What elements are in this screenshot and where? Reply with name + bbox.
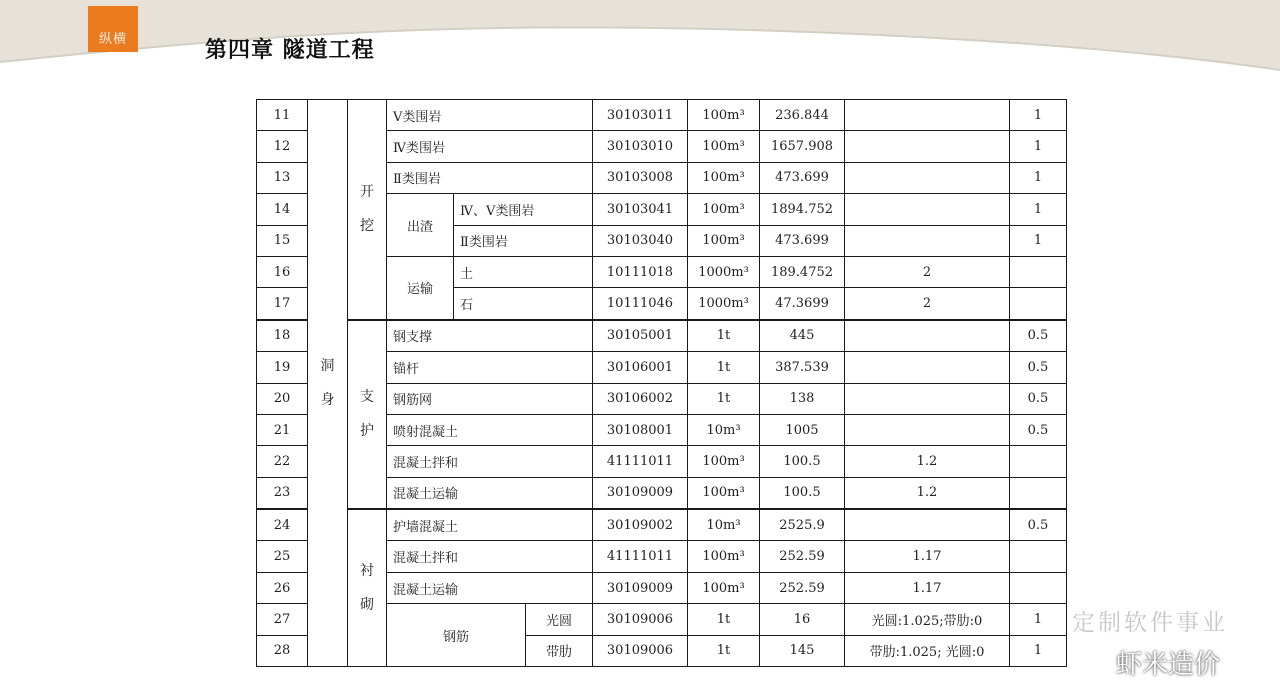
- unit-cell: 100m³: [688, 477, 760, 509]
- row-number-cell: 15: [257, 225, 308, 256]
- wechat-icon: [1082, 651, 1110, 675]
- factor-cell: 2: [845, 288, 1010, 320]
- factor-cell: [845, 131, 1010, 162]
- coefficient-cell: 1: [1010, 225, 1067, 256]
- coefficient-cell: 0.5: [1010, 320, 1067, 352]
- row-number-cell: 23: [257, 477, 308, 509]
- item-cell: 混凝土运输: [387, 477, 593, 509]
- factor-cell: [845, 225, 1010, 256]
- item-cell: 带肋: [526, 635, 593, 666]
- sub-excavation-cell: [348, 100, 387, 320]
- unit-cell: 100m³: [688, 541, 760, 572]
- coefficient-cell: 1: [1010, 100, 1067, 131]
- item-cell: 土: [454, 256, 593, 287]
- watermark-brand: [1082, 644, 1220, 681]
- coefficient-cell: 0.5: [1010, 352, 1067, 383]
- code-cell: 30103010: [593, 131, 688, 162]
- row-number-cell: 21: [257, 414, 308, 445]
- sub-lining-cell-text: 衬 砌: [360, 563, 374, 614]
- code-cell: 30103008: [593, 162, 688, 193]
- factor-cell: 2: [845, 256, 1010, 287]
- row-number-cell: 18: [257, 320, 308, 352]
- code-cell: 30106001: [593, 352, 688, 383]
- mid-rebar-cell: 钢筋: [387, 604, 526, 667]
- quantity-cell: 445: [760, 320, 845, 352]
- factor-cell: [845, 509, 1010, 541]
- quantity-cell: 145: [760, 635, 845, 666]
- quantity-cell: 138: [760, 383, 845, 414]
- quantity-cell: 473.699: [760, 162, 845, 193]
- unit-cell: 1000m³: [688, 288, 760, 320]
- code-cell: 30106002: [593, 383, 688, 414]
- code-cell: 41111011: [593, 541, 688, 572]
- unit-cell: 1t: [688, 635, 760, 666]
- watermark-text: 定制软件事业: [1072, 610, 1228, 636]
- item-cell: 光圆: [526, 604, 593, 635]
- coefficient-cell: [1010, 477, 1067, 509]
- unit-cell: 100m³: [688, 225, 760, 256]
- code-cell: 30103011: [593, 100, 688, 131]
- code-cell: 30108001: [593, 414, 688, 445]
- coefficient-cell: [1010, 288, 1067, 320]
- quantity-cell: 252.59: [760, 572, 845, 603]
- watermark-brand-name: 虾米造价: [1116, 650, 1221, 680]
- unit-cell: 100m³: [688, 162, 760, 193]
- item-cell: 锚杆: [387, 352, 593, 383]
- quantity-cell: 100.5: [760, 477, 845, 509]
- factor-cell: [845, 414, 1010, 445]
- table-row: [257, 320, 1067, 352]
- unit-cell: 10m³: [688, 414, 760, 445]
- row-number-cell: 13: [257, 162, 308, 193]
- code-cell: 10111046: [593, 288, 688, 320]
- row-number-cell: 20: [257, 383, 308, 414]
- row-number-cell: 12: [257, 131, 308, 162]
- unit-cell: 1000m³: [688, 256, 760, 287]
- coefficient-cell: 1: [1010, 604, 1067, 635]
- coefficient-cell: 0.5: [1010, 383, 1067, 414]
- factor-cell: 1.2: [845, 446, 1010, 477]
- group-main-cell-text: 洞 身: [320, 358, 335, 409]
- unit-cell: 100m³: [688, 194, 760, 225]
- unit-cell: 1t: [688, 352, 760, 383]
- coefficient-cell: [1010, 256, 1067, 287]
- row-number-cell: 24: [257, 509, 308, 541]
- quantity-cell: 252.59: [760, 541, 845, 572]
- factor-cell: [845, 162, 1010, 193]
- sub-support-cell: [348, 320, 387, 509]
- item-cell: Ⅳ、Ⅴ类围岩: [454, 194, 593, 225]
- coefficient-cell: 1: [1010, 162, 1067, 193]
- factor-cell: [845, 383, 1010, 414]
- coefficient-cell: [1010, 446, 1067, 477]
- item-cell: Ⅱ类围岩: [387, 162, 593, 193]
- item-cell: 混凝土拌和: [387, 446, 593, 477]
- factor-cell: 光圆:1.025;带肋:0: [845, 604, 1010, 635]
- factor-cell: [845, 100, 1010, 131]
- row-number-cell: 17: [257, 288, 308, 320]
- code-cell: 30109006: [593, 635, 688, 666]
- item-cell: Ⅴ类围岩: [387, 100, 593, 131]
- mid-transport-cell: 运输: [387, 256, 454, 319]
- code-cell: 30109006: [593, 604, 688, 635]
- item-cell: 钢筋网: [387, 383, 593, 414]
- row-number-cell: 25: [257, 541, 308, 572]
- coefficient-cell: 1: [1010, 131, 1067, 162]
- row-number-cell: 14: [257, 194, 308, 225]
- unit-cell: 100m³: [688, 446, 760, 477]
- sub-support-cell-text: 支 护: [360, 389, 374, 440]
- row-number-cell: 19: [257, 352, 308, 383]
- quantity-cell: 1657.908: [760, 131, 845, 162]
- row-number-cell: 16: [257, 256, 308, 287]
- quantity-cell: 2525.9: [760, 509, 845, 541]
- row-number-cell: 28: [257, 635, 308, 666]
- code-cell: 30109009: [593, 477, 688, 509]
- factor-cell: [845, 352, 1010, 383]
- code-cell: 30103041: [593, 194, 688, 225]
- coefficient-cell: 0.5: [1010, 509, 1067, 541]
- coefficient-cell: [1010, 541, 1067, 572]
- coefficient-cell: [1010, 572, 1067, 603]
- table-row: [257, 100, 1067, 131]
- factor-cell: [845, 320, 1010, 352]
- page-title: 第四章 隧道工程: [205, 38, 375, 63]
- item-cell: 混凝土运输: [387, 572, 593, 603]
- code-cell: 30103040: [593, 225, 688, 256]
- factor-cell: [845, 194, 1010, 225]
- logo-text: 纵横: [98, 32, 127, 47]
- quantity-cell: 100.5: [760, 446, 845, 477]
- item-cell: 钢支撑: [387, 320, 593, 352]
- sub-lining-cell: [348, 509, 387, 666]
- tunnel-quantity-table: [256, 99, 1067, 667]
- quantity-cell: 1005: [760, 414, 845, 445]
- code-cell: 30105001: [593, 320, 688, 352]
- code-cell: 41111011: [593, 446, 688, 477]
- unit-cell: 1t: [688, 383, 760, 414]
- row-number-cell: 26: [257, 572, 308, 603]
- row-number-cell: 27: [257, 604, 308, 635]
- row-number-cell: 22: [257, 446, 308, 477]
- factor-cell: 1.2: [845, 477, 1010, 509]
- unit-cell: 1t: [688, 320, 760, 352]
- item-cell: 石: [454, 288, 593, 320]
- factor-cell: 带肋:1.025; 光圆:0: [845, 635, 1010, 666]
- coefficient-cell: 1: [1010, 635, 1067, 666]
- brand-logo: [88, 6, 138, 52]
- unit-cell: 10m³: [688, 509, 760, 541]
- unit-cell: 100m³: [688, 572, 760, 603]
- unit-cell: 100m³: [688, 131, 760, 162]
- item-cell: 护墙混凝土: [387, 509, 593, 541]
- item-cell: Ⅱ类围岩: [454, 225, 593, 256]
- item-cell: 混凝土拌和: [387, 541, 593, 572]
- unit-cell: 100m³: [688, 100, 760, 131]
- factor-cell: 1.17: [845, 572, 1010, 603]
- quantity-cell: 1894.752: [760, 194, 845, 225]
- quantity-cell: 16: [760, 604, 845, 635]
- quantity-cell: 473.699: [760, 225, 845, 256]
- table-row: [257, 509, 1067, 541]
- quantity-cell: 387.539: [760, 352, 845, 383]
- item-cell: 喷射混凝土: [387, 414, 593, 445]
- item-cell: Ⅳ类围岩: [387, 131, 593, 162]
- sub-excavation-cell-text: 开 挖: [360, 184, 374, 235]
- group-main-cell: [308, 100, 348, 667]
- mid-slag-cell: 出渣: [387, 194, 454, 257]
- quantity-cell: 47.3699: [760, 288, 845, 320]
- quantity-cell: 189.4752: [760, 256, 845, 287]
- code-cell: 30109009: [593, 572, 688, 603]
- coefficient-cell: 0.5: [1010, 414, 1067, 445]
- code-cell: 30109002: [593, 509, 688, 541]
- factor-cell: 1.17: [845, 541, 1010, 572]
- row-number-cell: 11: [257, 100, 308, 131]
- quantity-cell: 236.844: [760, 100, 845, 131]
- coefficient-cell: 1: [1010, 194, 1067, 225]
- code-cell: 10111018: [593, 256, 688, 287]
- unit-cell: 1t: [688, 604, 760, 635]
